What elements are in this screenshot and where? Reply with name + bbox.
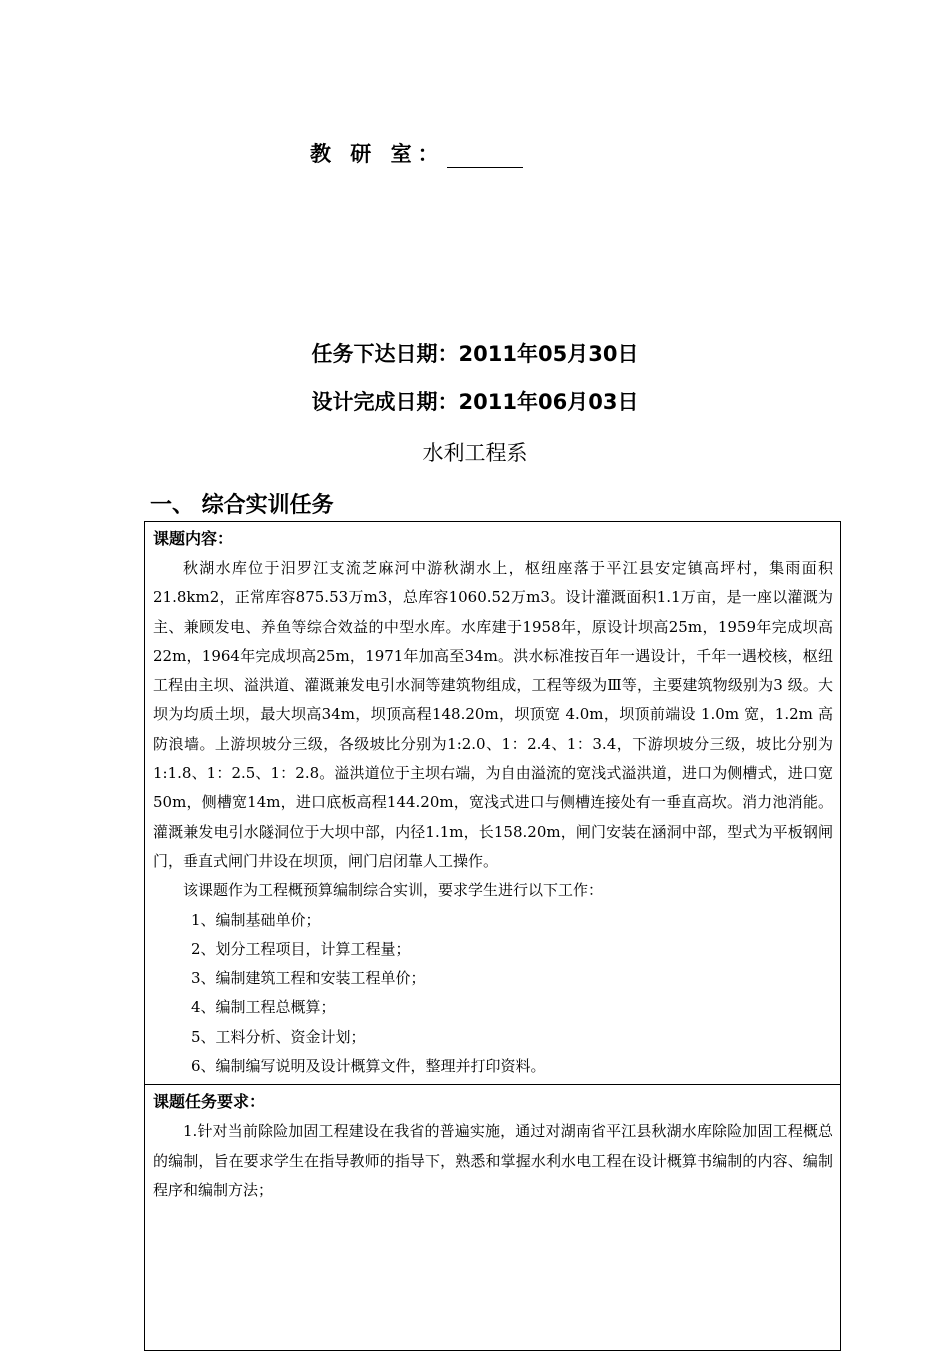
requirements-heading: 课题任务要求： <box>153 1092 266 1112</box>
work-item: 6、编制编写说明及设计概算文件，整理并打印资料。 <box>191 1057 546 1076</box>
teaching-office-label: 教 研 室： <box>310 142 445 166</box>
finish-date: 设计完成日期：2011年06月03日 <box>311 390 639 414</box>
teaching-office-line <box>310 138 523 168</box>
work-item: 4、编制工程总概算； <box>191 998 336 1017</box>
work-item: 2、划分工程项目，计算工程量； <box>191 939 411 958</box>
issue-date: 任务下达日期：2011年05月30日 <box>311 342 639 366</box>
task-table <box>144 521 841 1351</box>
project-description: 秋湖水库位于汨罗江支流芝麻河中游秋湖水上，枢纽座落于平江县安定镇高坪村，集雨面积21.8km2，正常库容875.53万m3，总库容1060.52万m3。设计灌溉面积1.1万亩，是一座以灌溉为主、兼顾发电、养鱼等综合效益的中型水库。水库建于1958年，原设计坝高25m，1959年完成坝高22m，1964年完成坝高25m，1971年加高至34m。洪水标准按百年一遇设计，千年一遇校核，枢纽工程由主坝、溢洪道、灌溉兼发电引水洞等建筑物组成，工程等级为Ⅲ等，主要建筑物级别为3 级。大坝为均质土坝，最大坝高34m，坝顶高程148.20m，坝顶宽 4.0m，坝顶前端设 1.0m 宽，1.2m 高防浪墙。上游坝坡分三级，各级坡比分别为1:2.0、1：2.4、1：3.4，下游坝坡分三级，坡比分别为1:1.8、1：2.5、1：2.8。溢洪道位于主坝右端，为自由溢流的宽浅式溢洪道，进口为侧槽式，进口宽50m，侧槽宽14m，进口底板高程144.20m，宽浅式进口与侧槽连接处有一垂直高坎。消力池消能。灌溉兼发电引水隧洞位于大坝中部，内径1.1m，长158.20m，闸门安装在涵洞中部，型式为平板钢闸门，垂直式闸门井设在坝顶，闸门启闭靠人工操作。 <box>153 559 833 870</box>
work-item: 3、编制建筑工程和安装工程单价； <box>191 969 426 988</box>
work-item: 5、工料分析、资金计划； <box>191 1027 366 1046</box>
section-title: 一、 综合实训任务 <box>150 493 334 518</box>
requirement-item: 1.针对当前除险加固工程建设在我省的普遍实施，通过对湖南省平江县秋湖水库除险加固工程概总的编制，旨在要求学生在指导教师的指导下，熟悉和掌握水利水电工程在设计概算书编制的内容、编制程序和编制方法； <box>153 1122 833 1199</box>
work-item: 1、编制基础单价； <box>191 910 321 929</box>
content-heading: 课题内容： <box>153 529 234 548</box>
department-name: 水利工程系 <box>422 441 528 465</box>
teaching-office-blank <box>447 147 523 168</box>
work-intro: 该课题作为工程概预算编制综合实训，要求学生进行以下工作： <box>183 881 604 900</box>
